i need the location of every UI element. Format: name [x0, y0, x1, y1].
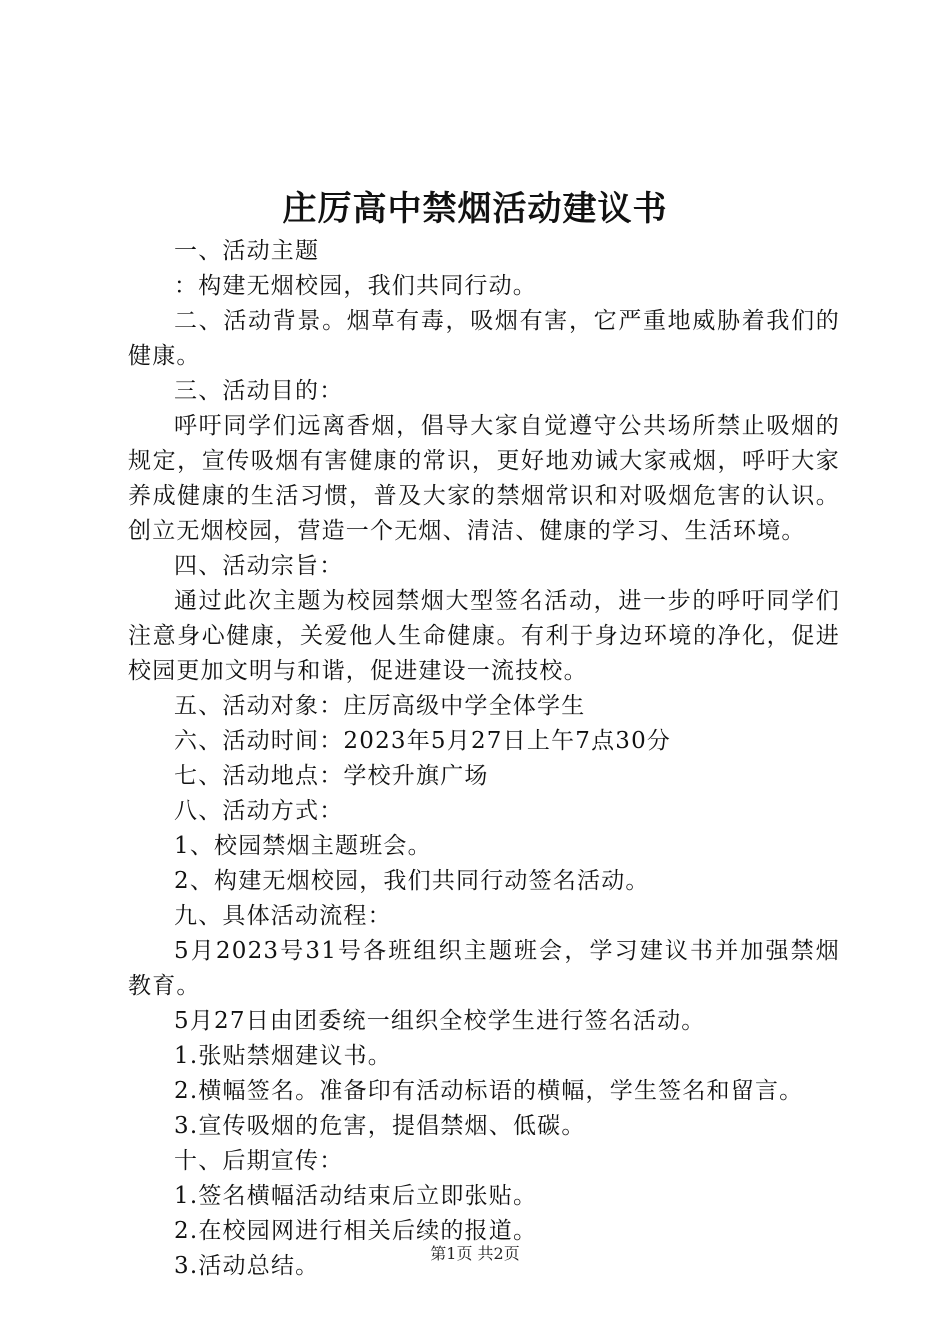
paragraph-time: 六、活动时间：2023年5月27日上午7点30分: [174, 728, 672, 754]
paragraph-process: 5月2023号31号各班组织主题班会，学习建议书并加强禁烟教育。: [128, 938, 840, 999]
list-item: 1、校园禁烟主题班会。: [174, 833, 432, 859]
paragraph-aim: 通过此次主题为校园禁烟大型签名活动，进一步的呼吁同学们注意身心健康，关爱他人生命健康。有利于身边环境的净化，促进校园更加文明与和谐，促进建设一流技校。: [128, 588, 840, 684]
paragraph-background: 二、活动背景。烟草有毒，吸烟有害，它严重地威胁着我们的健康。: [128, 308, 840, 369]
list-item: 3.宣传吸烟的危害，提倡禁烟、低碳。: [174, 1113, 586, 1139]
paragraph-theme: ：构建无烟校园，我们共同行动。: [174, 273, 537, 299]
section-heading-publicity: 十、后期宣传：: [174, 1148, 344, 1174]
paragraph-process: 5月27日由团委统一组织全校学生进行签名活动。: [174, 1008, 706, 1034]
list-item: 1.张贴禁烟建议书。: [174, 1043, 392, 1069]
paragraph-location: 七、活动地点：学校升旗广场: [174, 763, 489, 789]
list-item: 3.活动总结。: [174, 1253, 320, 1279]
section-heading-method: 八、活动方式：: [174, 798, 344, 824]
section-heading-process: 九、具体活动流程：: [174, 903, 392, 929]
document-title: 庄厉高中禁烟活动建议书: [282, 189, 668, 229]
paragraph-purpose: 呼吁同学们远离香烟，倡导大家自觉遵守公共场所禁止吸烟的规定，宣传吸烟有害健康的常识，更好地劝诫大家戒烟，呼吁大家养成健康的生活习惯，普及大家的禁烟常识和对吸烟危害的认识。创立无烟校园，营造一个无烟、清洁、健康的学习、生活环境。: [128, 413, 840, 544]
document-body: [128, 234, 840, 1284]
section-heading-theme: 一、活动主题: [174, 238, 320, 264]
page-footer: 第1页 共2页: [430, 1244, 520, 1263]
list-item: 1.签名横幅活动结束后立即张贴。: [174, 1183, 538, 1209]
list-item: 2.在校园网进行相关后续的报道。: [174, 1218, 538, 1244]
section-heading-purpose: 三、活动目的：: [174, 378, 344, 404]
paragraph-target: 五、活动对象：庄厉高级中学全体学生: [174, 693, 586, 719]
section-heading-aim: 四、活动宗旨：: [174, 553, 344, 579]
list-item: 2.横幅签名。准备印有活动标语的横幅，学生签名和留言。: [174, 1078, 804, 1104]
list-item: 2、构建无烟校园，我们共同行动签名活动。: [174, 868, 650, 894]
